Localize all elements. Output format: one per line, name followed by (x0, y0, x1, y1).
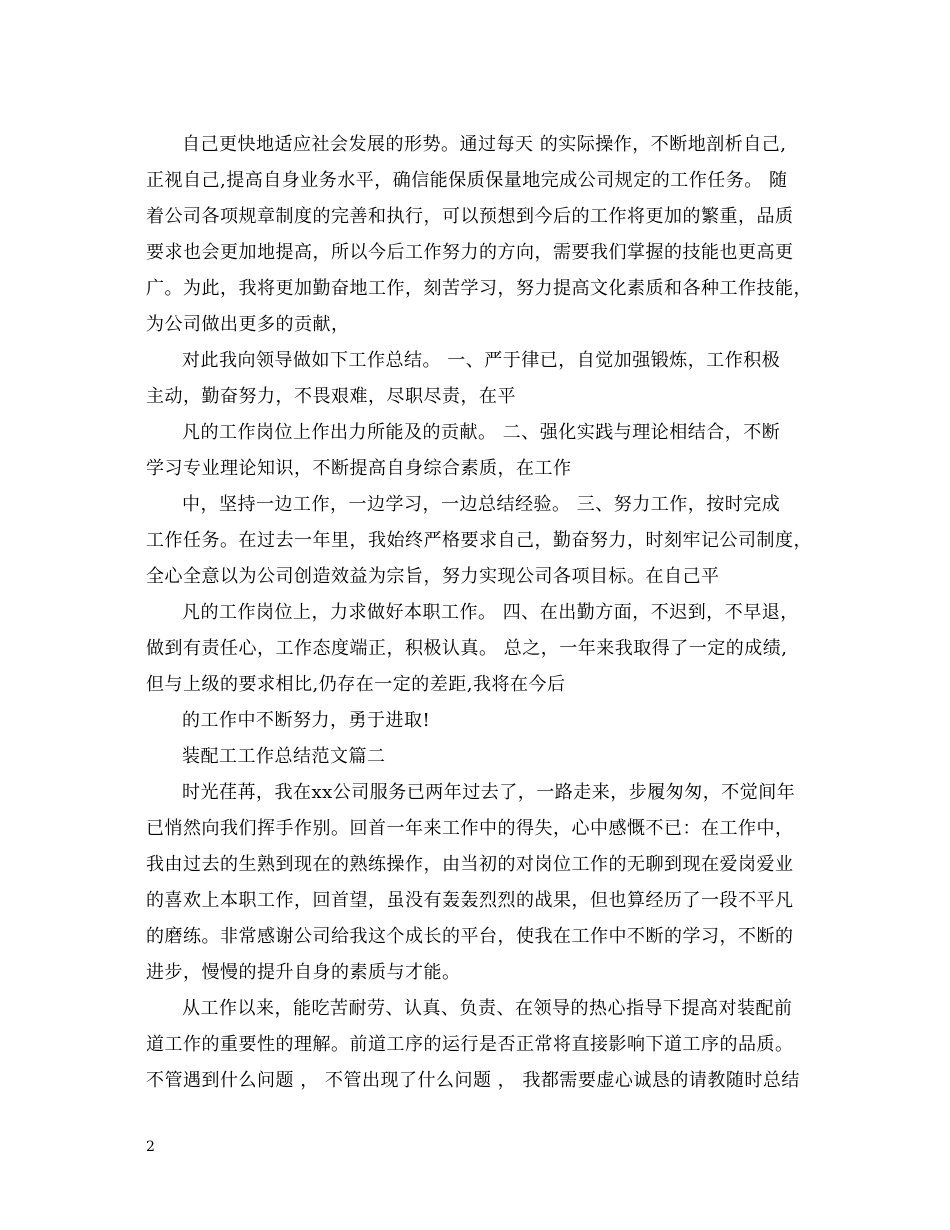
text-line: 进步，慢慢的提升自身的素质与才能。 (146, 962, 461, 983)
text-line: 我由过去的生熟到现在的熟练操作，由当初的对岗位工作的无聊到现在爱岗爱业 (146, 854, 794, 875)
text-line: 已悄然向我们挥手作别。回首一年来工作中的得失，心中感慨不已：在工作中， (146, 818, 794, 839)
text-line: 做到有责任心，工作态度端正，积极认真。 总之，一年来我取得了一定的成绩, (146, 638, 788, 659)
text-line: 自己更快地适应社会发展的形势。通过每天 的实际操作，不断地剖析自己, (182, 134, 787, 155)
text-line: 道工作的重要性的理解。前道工序的运行是否正常将直接影响下道工序的品质。 (146, 1034, 794, 1055)
text-line: 中，坚持一边工作，一边学习，一边总结经验。 三、努力工作，按时完成 (182, 494, 781, 515)
text-line: 对此我向领导做如下工作总结。 一、严于律已，自觉加强锻炼，工作积极 (182, 350, 781, 371)
text-line: 凡的工作岗位上作出力所能及的贡献。 二、强化实践与理论相结合，不断 (182, 422, 781, 443)
section-heading: 装配工工作总结范文篇二 (182, 746, 386, 767)
text-line: 不管遇到什么问题 ， 不管出现了什么问题 ， 我都需要虚心诚恳的请教随时总结 (146, 1070, 800, 1091)
text-line: 从工作以来，能吃苦耐劳、认真、负责、在领导的热心指导下提高对装配前 (182, 998, 793, 1019)
text-line: 但与上级的要求相比,仍存在一定的差距,我将在今后 (146, 674, 566, 695)
text-line: 时光荏苒，我在xx公司服务已两年过去了，一路走来，步履匆匆，不觉间年 (182, 782, 796, 803)
text-line: 广。为此，我将更加勤奋地工作，刻苦学习，努力提高文化素质和各种工作技能， (146, 278, 812, 299)
text-line: 正视自己,提高自身业务水平，确信能保质保量地完成公司规定的工作任务。 随 (146, 170, 788, 191)
page-number: 2 (146, 1139, 155, 1155)
text-line: 主动，勤奋努力，不畏艰难，尽职尽责，在平 (146, 386, 516, 407)
text-line: 凡的工作岗位上，力求做好本职工作。 四、在出勤方面，不迟到，不早退， (182, 602, 799, 623)
text-line: 的喜欢上本职工作，回首望，虽没有轰轰烈烈的战果，但也算经历了一段不平凡 (146, 890, 794, 911)
text-line: 的工作中不断努力，勇于进取! (182, 710, 431, 731)
text-line: 为公司做出更多的贡献， (146, 314, 350, 335)
text-line: 学习专业理论知识，不断提高自身综合素质，在工作 (146, 458, 572, 479)
text-line: 着公司各项规章制度的完善和执行，可以预想到今后的工作将更加的繁重，品质 (146, 206, 794, 227)
text-line: 的磨练。非常感谢公司给我这个成长的平台，使我在工作中不断的学习，不断的 (146, 926, 794, 947)
text-line: 要求也会更加地提高，所以今后工作努力的方向，需要我们掌握的技能也更高更 (146, 242, 794, 263)
text-line: 全心全意以为公司创造效益为宗旨，努力实现公司各项目标。在自己平 (146, 566, 720, 587)
text-line: 工作任务。在过去一年里，我始终严格要求自己，勤奋努力，时刻牢记公司制度， (146, 530, 812, 551)
